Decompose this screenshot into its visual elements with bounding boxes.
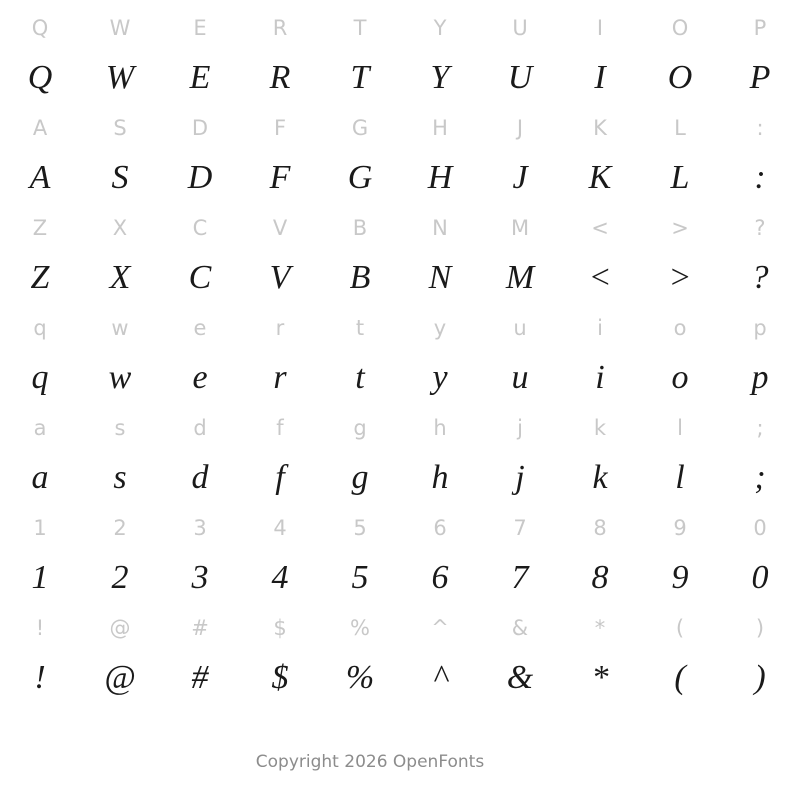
glyph-sample: C [188,259,212,296]
key-label: 5 [353,516,367,540]
glyph-sample: V [269,259,291,296]
specimen-row [0,104,800,204]
key-label: a [33,416,47,440]
glyph-sample: S [111,159,129,196]
specimen-row [0,204,800,304]
glyph-sample: J [512,159,528,196]
glyph-sample: 4 [271,559,289,596]
key-label: h [433,416,447,440]
glyph-sample: R [269,59,291,96]
key-label: J [516,116,524,140]
glyph-sample: 8 [591,559,609,596]
key-label: s [114,416,126,440]
glyph-sample: y [432,359,448,396]
key-label: j [517,416,523,440]
glyph-sample: u [511,359,529,396]
key-label: d [193,416,207,440]
glyph-sample: j [515,459,525,496]
glyph-sample: 9 [671,559,689,596]
key-label: 8 [593,516,607,540]
key-label: ( [675,616,685,640]
glyph-sample: l [675,459,685,496]
key-label: 3 [193,516,207,540]
glyph-sample: N [428,259,452,296]
glyph-sample-row [0,152,800,204]
key-label: w [111,316,129,340]
key-label: # [191,616,209,640]
key-label: G [351,116,369,140]
glyph-sample: L [670,159,690,196]
glyph-sample: ( [674,659,686,696]
glyph-sample-row [0,252,800,304]
key-label: 6 [433,516,447,540]
glyph-sample: E [189,59,211,96]
glyph-sample: $ [271,659,289,696]
glyph-sample: * [591,659,609,696]
key-label: i [597,316,603,340]
key-label: K [593,116,607,140]
key-label: Z [32,216,48,240]
glyph-sample: s [113,459,127,496]
glyph-sample: : [754,159,766,196]
specimen-row [0,504,800,604]
glyph-sample: 5 [351,559,369,596]
glyph-sample: k [592,459,608,496]
key-label: < [591,216,609,240]
glyph-sample: 0 [751,559,769,596]
glyph-sample: H [427,159,453,196]
copyright-notice: Copyright 2026 OpenFonts [255,752,485,772]
glyph-sample: > [668,259,692,296]
glyph-sample: P [749,59,771,96]
glyph-sample: Y [430,59,450,96]
specimen-row [0,404,800,504]
glyph-sample: M [505,259,535,296]
key-label: 0 [753,516,767,540]
key-label: W [109,16,131,40]
key-label: t [355,316,365,340]
glyph-sample-row [0,452,800,504]
key-label: p [753,316,767,340]
key-label-row [0,504,800,552]
glyph-sample: K [588,159,612,196]
key-label: 4 [273,516,287,540]
key-label: O [671,16,689,40]
key-label: H [432,116,448,140]
glyph-sample: r [273,359,287,396]
glyph-sample: h [431,459,449,496]
glyph-sample: w [108,359,132,396]
key-label: * [594,616,606,640]
glyph-sample: f [275,459,285,496]
key-label: 9 [673,516,687,540]
key-label: > [671,216,689,240]
key-label: $ [273,616,287,640]
glyph-sample: 7 [511,559,529,596]
glyph-sample: X [109,259,131,296]
glyph-sample: 2 [111,559,129,596]
key-label: ; [756,416,764,440]
key-label-row [0,304,800,352]
key-label-row [0,104,800,152]
glyph-sample: t [355,359,365,396]
glyph-sample: d [191,459,209,496]
key-label: 1 [33,516,47,540]
glyph-sample: F [269,159,291,196]
key-label: g [353,416,367,440]
key-label: : [756,116,764,140]
glyph-sample: G [347,159,373,196]
key-label: U [512,16,528,40]
glyph-sample: ^ [432,659,448,696]
key-label: q [33,316,47,340]
key-label: 7 [513,516,527,540]
key-label: ? [754,216,766,240]
key-label: o [673,316,687,340]
glyph-sample: 3 [191,559,209,596]
glyph-sample: a [31,459,49,496]
glyph-sample: ; [754,459,766,496]
glyph-sample: B [349,259,371,296]
key-label: 2 [113,516,127,540]
glyph-sample: ! [34,659,46,696]
specimen-row [0,4,800,104]
key-label: l [677,416,683,440]
key-label: A [32,116,48,140]
key-label: ! [35,616,45,640]
key-label: N [432,216,448,240]
key-label: % [350,616,370,640]
key-label: & [511,616,529,640]
glyph-sample: T [350,59,370,96]
glyph-sample: ? [751,259,769,296]
key-label: @ [109,616,131,640]
glyph-sample-row [0,652,800,704]
key-label: M [510,216,530,240]
key-label: Q [31,16,49,40]
glyph-sample: I [594,59,606,96]
glyph-sample-row [0,52,800,104]
glyph-sample: U [507,59,533,96]
key-label: S [113,116,127,140]
key-label: P [753,16,767,40]
key-label: R [272,16,288,40]
key-label: D [191,116,209,140]
glyph-sample: i [595,359,605,396]
key-label-row [0,204,800,252]
key-label: ) [755,616,765,640]
key-label-row [0,4,800,52]
glyph-sample: 6 [431,559,449,596]
key-label: C [192,216,208,240]
key-label: k [593,416,607,440]
glyph-sample: ) [754,659,766,696]
glyph-sample-row [0,552,800,604]
specimen-row [0,304,800,404]
key-label: V [272,216,288,240]
key-label: ^ [431,616,449,640]
key-label-row [0,604,800,652]
glyph-sample: & [506,659,534,696]
glyph-sample: # [191,659,209,696]
glyph-sample: p [751,359,769,396]
key-label: f [276,416,284,440]
glyph-sample: A [29,159,51,196]
glyph-sample: Z [30,259,50,296]
glyph-sample: Q [27,59,53,96]
key-label: T [353,16,367,40]
glyph-sample: o [671,359,689,396]
key-label: e [193,316,207,340]
key-label: L [674,116,686,140]
glyph-sample: O [667,59,693,96]
key-label: F [273,116,287,140]
glyph-sample: < [588,259,612,296]
key-label: Y [433,16,447,40]
key-label: y [433,316,447,340]
glyph-sample: q [31,359,49,396]
key-label: I [596,16,604,40]
glyph-sample-row [0,352,800,404]
key-label: u [513,316,527,340]
specimen-row [0,604,800,704]
key-label: r [275,316,285,340]
glyph-sample: D [187,159,213,196]
glyph-sample: % [345,659,375,696]
key-label: B [352,216,368,240]
glyph-sample: e [192,359,208,396]
glyph-sample: @ [104,659,136,696]
key-label-row [0,404,800,452]
key-label: X [112,216,128,240]
glyph-sample: g [351,459,369,496]
glyph-sample: 1 [31,559,49,596]
glyph-sample: W [105,59,135,96]
key-label: E [193,16,207,40]
